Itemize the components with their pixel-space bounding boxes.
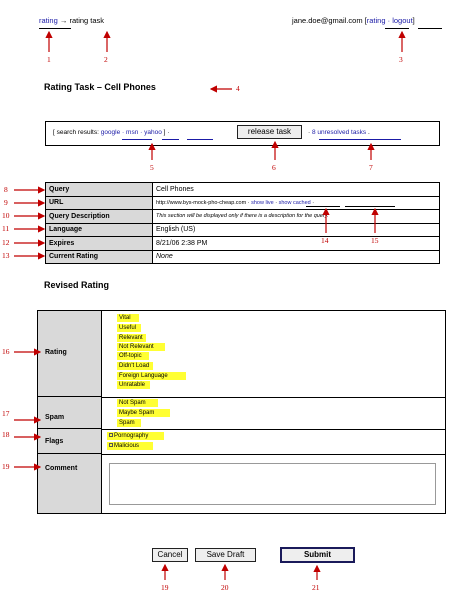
dot-sep: · <box>275 199 278 206</box>
engine-sep: · <box>140 129 143 136</box>
annotation-14: 14 <box>321 236 329 245</box>
spam-option-maybe-spam[interactable]: Maybe Spam <box>117 409 170 417</box>
url-suffix: · <box>312 199 315 206</box>
row-value-current-rating: None <box>153 250 440 264</box>
annotation-18: 18 <box>2 430 10 439</box>
comment-label: Comment <box>45 465 78 472</box>
unresolved-suffix: . <box>368 129 370 136</box>
user-email: jane.doe@gmail.com <box>292 16 363 25</box>
search-results-prefix: [ search results: <box>53 129 99 136</box>
annotation-5: 5 <box>150 163 154 172</box>
cancel-button[interactable]: Cancel <box>152 548 188 562</box>
annotation-1: 1 <box>47 55 51 64</box>
annotation-21: 21 <box>312 583 320 592</box>
rating-option-relevant[interactable]: Relevant <box>117 334 146 342</box>
spam-label: Spam <box>45 414 65 421</box>
breadcrumb-arrow: → <box>59 16 68 25</box>
rating-label: Rating <box>45 349 67 356</box>
spam-option-not-spam[interactable]: Not Spam <box>117 399 158 407</box>
annotation-9: 9 <box>4 198 8 207</box>
annotation-20: 20 <box>221 583 229 592</box>
row-label-language: Language <box>46 223 153 237</box>
flags-label: Flags <box>45 438 64 445</box>
annotation-11: 11 <box>2 224 10 233</box>
flag-option-label: Malicious <box>114 443 140 449</box>
row-value-query: Cell Phones <box>153 183 440 197</box>
rating-option-foreign-language[interactable]: Foreign Language <box>117 372 186 380</box>
revised-rating-heading: Revised Rating <box>44 280 110 290</box>
search-engine-yahoo[interactable]: yahoo <box>144 129 162 136</box>
rating-option-useful[interactable]: Useful <box>117 324 141 332</box>
annotation-6: 6 <box>272 163 276 172</box>
annotation-19: 19 <box>2 462 10 471</box>
annotation-16: 16 <box>2 347 10 356</box>
engine-sep: · <box>122 129 125 136</box>
save-draft-button[interactable]: Save Draft <box>195 548 256 562</box>
release-task-button[interactable]: release task <box>237 125 302 139</box>
annotation-10: 10 <box>2 211 10 220</box>
row-label-url: URL <box>46 196 153 210</box>
annotation-7: 7 <box>369 163 373 172</box>
annotation-3: 3 <box>399 55 403 64</box>
breadcrumb-current: rating task <box>69 16 105 25</box>
row-label-query: Query <box>46 183 153 197</box>
row-label-query-description: Query Description <box>46 210 153 224</box>
annotation-12: 12 <box>2 238 10 247</box>
annotation-15: 15 <box>371 236 379 245</box>
show-cached-link[interactable]: show cached <box>278 199 311 206</box>
annotation-4: 4 <box>236 84 240 93</box>
rating-option-off-topic[interactable]: Off-topic <box>117 352 149 360</box>
annotation-17: 17 <box>2 409 10 418</box>
search-engine-msn[interactable]: msn <box>126 129 139 136</box>
breadcrumb-link-rating[interactable]: rating <box>39 16 58 25</box>
rating-option-not-relevant[interactable]: Not Relevant <box>117 343 165 351</box>
page-title: Rating Task – Cell Phones <box>44 82 156 92</box>
annotation-19b: 19 <box>161 583 169 592</box>
rating-option-didnt-load[interactable]: Didn't Load <box>117 362 153 370</box>
row-value-query-description: This section will be displayed only if there is a description for the query. <box>153 210 440 224</box>
annotation-8: 8 <box>4 185 8 194</box>
flag-option-label: Pornography <box>114 433 149 439</box>
logout-link[interactable]: logout <box>392 16 413 25</box>
unresolved-tasks-link[interactable]: 8 unresolved tasks <box>311 129 367 136</box>
row-value-language: English (US) <box>153 223 440 237</box>
dot-sep: · <box>308 129 311 136</box>
bracket-close: ] <box>412 16 415 25</box>
search-results-suffix: ] <box>163 129 166 136</box>
url-text: http://www.bys-mock-pho-cheap.com · <box>156 199 250 206</box>
spam-option-spam[interactable]: Spam <box>117 419 141 427</box>
bracket-open: [ <box>364 16 367 25</box>
show-live-link[interactable]: show live <box>251 199 274 206</box>
row-label-expires: Expires <box>46 237 153 251</box>
submit-button[interactable]: Submit <box>280 547 355 563</box>
row-label-current-rating: Current Rating <box>46 250 153 264</box>
annotation-13: 13 <box>2 251 10 260</box>
rating-option-vital[interactable]: Vital <box>117 314 139 322</box>
search-engine-google[interactable]: google <box>100 129 121 136</box>
user-rating-link[interactable]: rating <box>366 16 386 25</box>
rating-option-unratable[interactable]: Unratable <box>117 381 150 389</box>
annotation-2: 2 <box>104 55 108 64</box>
dot-sep: · <box>167 129 170 136</box>
row-value-expires: 8/21/06 2:38 PM <box>153 237 440 251</box>
user-links-separator: · <box>387 16 391 25</box>
